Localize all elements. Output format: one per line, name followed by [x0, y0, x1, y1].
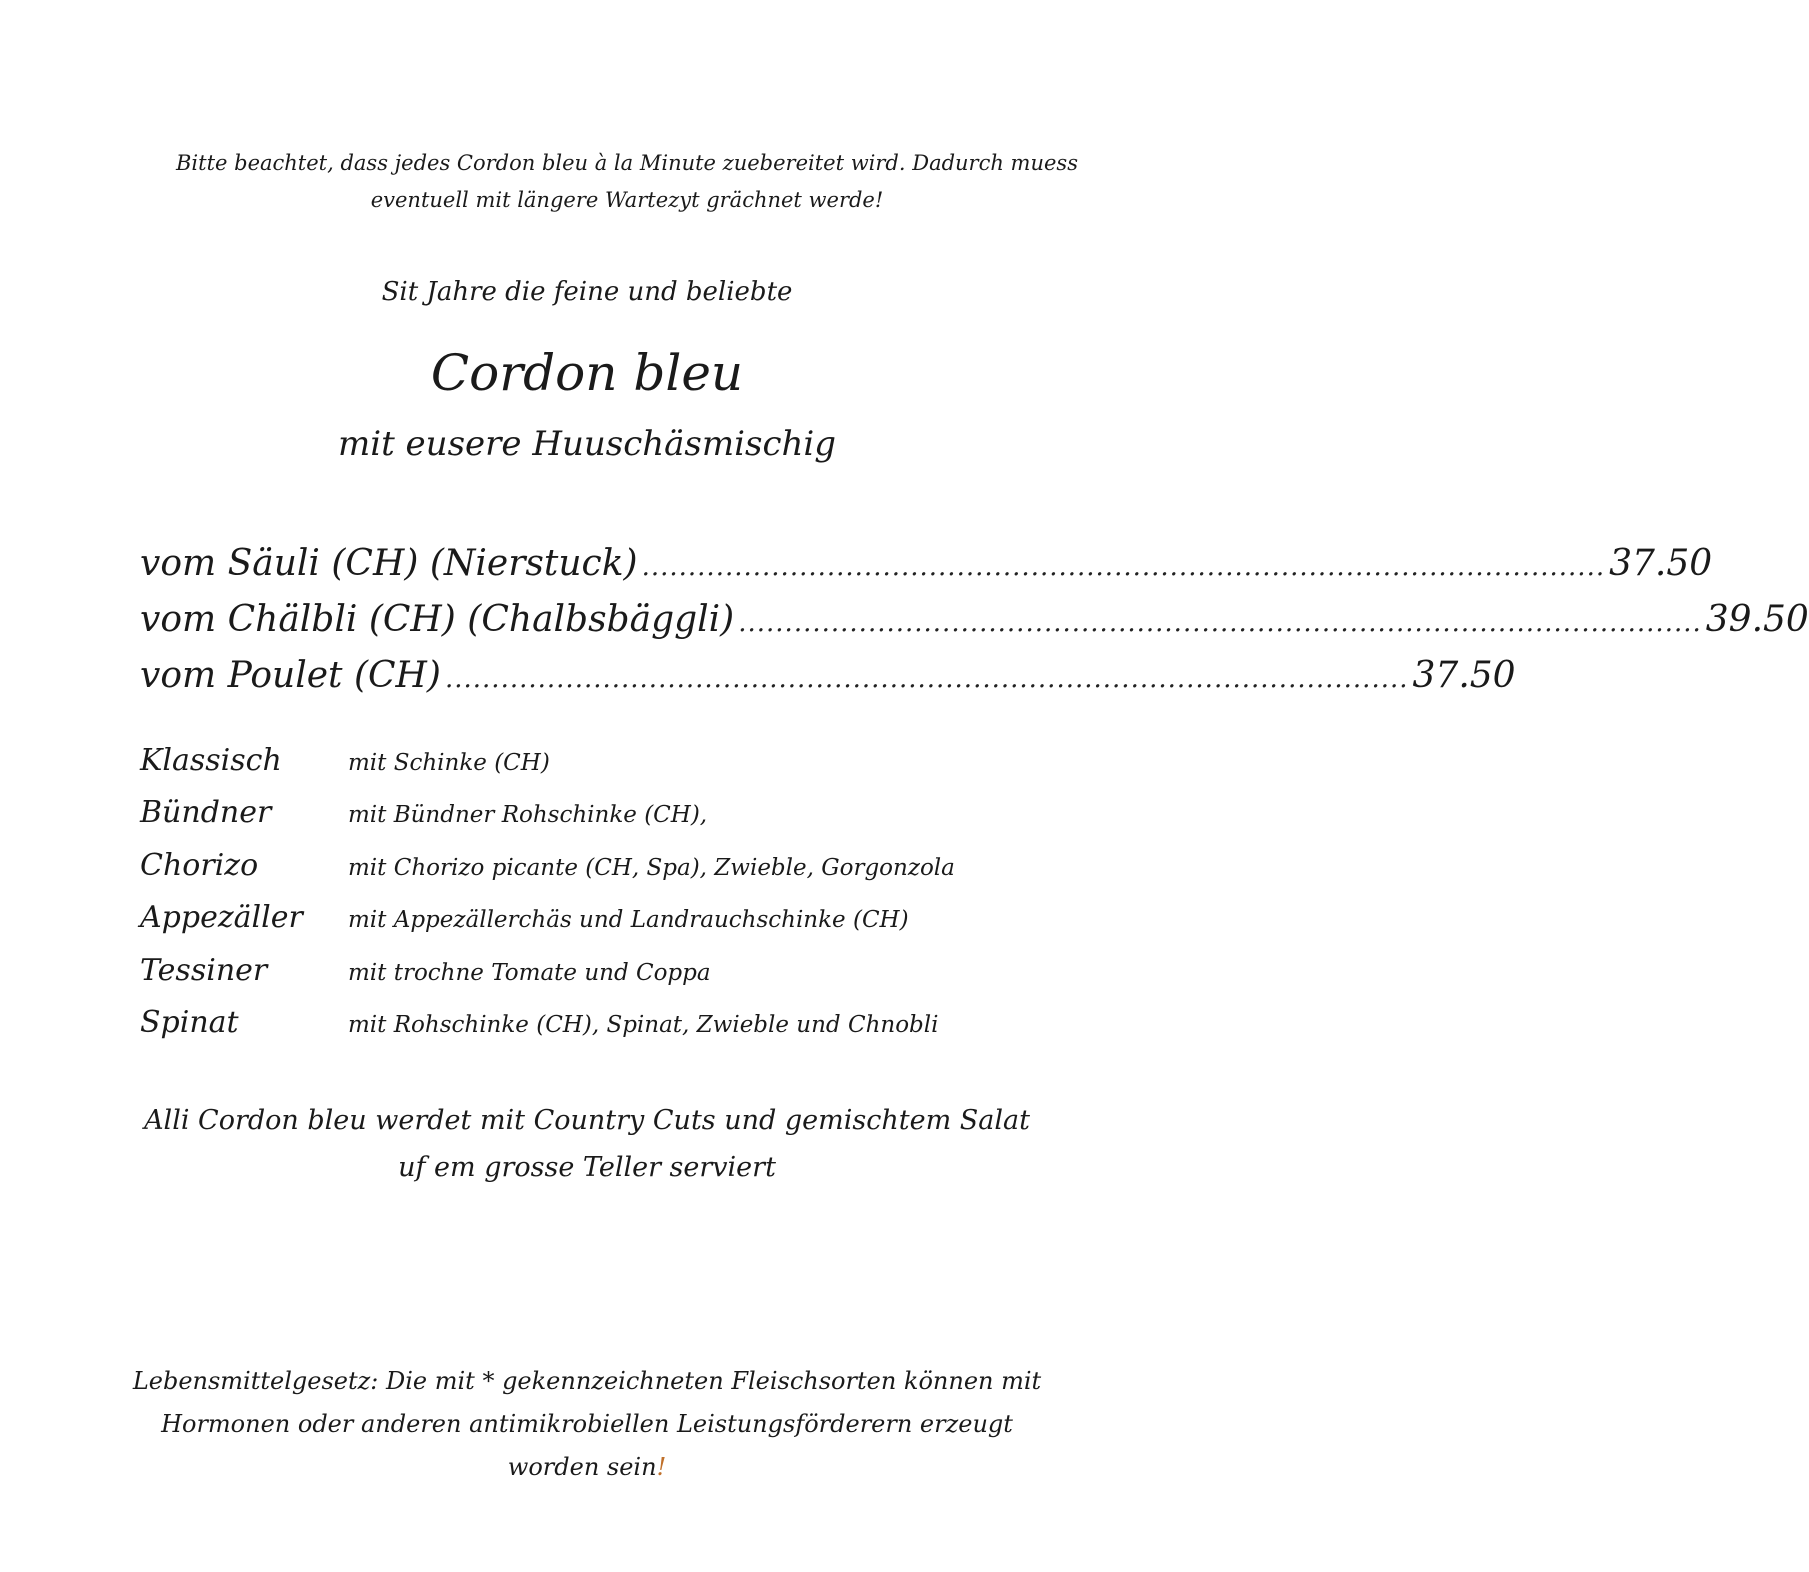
- preparation-notice: [140, 145, 1114, 219]
- variant-name: Spinat: [140, 1004, 239, 1040]
- variant-description: mit Rohschinke (CH), Spinat, Zwieble und Chnobli: [348, 1011, 939, 1038]
- variant-description: mit Chorizo picante (CH, Spa), Zwieble, Gorgonzola: [348, 854, 955, 881]
- price-list: [140, 536, 1809, 704]
- exclamation-mark: !: [656, 1453, 667, 1481]
- variant-row: [140, 735, 1040, 787]
- variant-row: [140, 892, 1040, 944]
- price-row: [140, 592, 1809, 648]
- price-row: [140, 648, 1516, 704]
- variant-row: [140, 945, 1040, 997]
- notice-line-1: Bitte beachtet, dass jedes Cordon bleu à la Minute zuebereitet wird. Dadurch muess: [176, 151, 1078, 175]
- variant-name: Chorizo: [140, 847, 259, 883]
- notice-line-2: eventuell mit längere Wartezyt grächnet werde!: [370, 188, 884, 212]
- serving-line-1: Alli Cordon bleu werdet mit Country Cuts und gemischtem Salat: [144, 1105, 1030, 1136]
- dot-leader: ........................................................................................................: [444, 664, 1409, 694]
- variant-row: [140, 997, 1040, 1049]
- price-row: [140, 536, 1713, 592]
- dot-leader: ........................................................................................................: [738, 608, 1702, 638]
- variant-description: mit trochne Tomate und Coppa: [348, 959, 711, 986]
- serving-line-2: uf em grosse Teller serviert: [398, 1152, 776, 1183]
- variant-description: mit Schinke (CH): [348, 750, 550, 776]
- price-label: vom Poulet (CH): [140, 655, 441, 696]
- variant-name: Tessiner: [140, 952, 268, 988]
- intro-text: Sit Jahre die feine und beliebte: [381, 277, 793, 307]
- variant-list: [140, 735, 1040, 1049]
- price-label: vom Säuli (CH) (Nierstuck): [140, 543, 638, 584]
- law-line-3-text: worden sein: [507, 1453, 657, 1481]
- price-value: 37.50: [1609, 543, 1713, 584]
- menu-title: Cordon bleu: [430, 344, 744, 402]
- price-value: 37.50: [1412, 655, 1516, 696]
- food-law-notice: [130, 1360, 1044, 1489]
- variant-name: Appezäller: [140, 900, 303, 936]
- serving-note: [120, 1097, 1054, 1191]
- variant-description: mit Bündner Rohschinke (CH),: [348, 802, 708, 829]
- variant-description: mit Appezällerchäs und Landrauchschinke (CH): [348, 907, 909, 934]
- dot-leader: ........................................................................................................: [641, 552, 1606, 582]
- price-value: 39.50: [1705, 599, 1809, 640]
- variant-row: [140, 840, 1040, 892]
- variant-name: Bündner: [140, 795, 272, 831]
- law-line-3: [130, 1446, 1044, 1489]
- variant-row: [140, 787, 1040, 839]
- variant-name: Klassisch: [140, 743, 282, 778]
- law-line-2: Hormonen oder anderen antimikrobiellen Leistungsförderern erzeugt: [161, 1410, 1013, 1438]
- price-label: vom Chälbli (CH) (Chalbsbäggli): [140, 599, 735, 640]
- menu-subtitle: mit eusere Huuschäsmischig: [337, 424, 837, 464]
- law-line-1: Lebensmittelgesetz: Die mit * gekennzeichneten Fleischsorten können mit: [132, 1367, 1042, 1395]
